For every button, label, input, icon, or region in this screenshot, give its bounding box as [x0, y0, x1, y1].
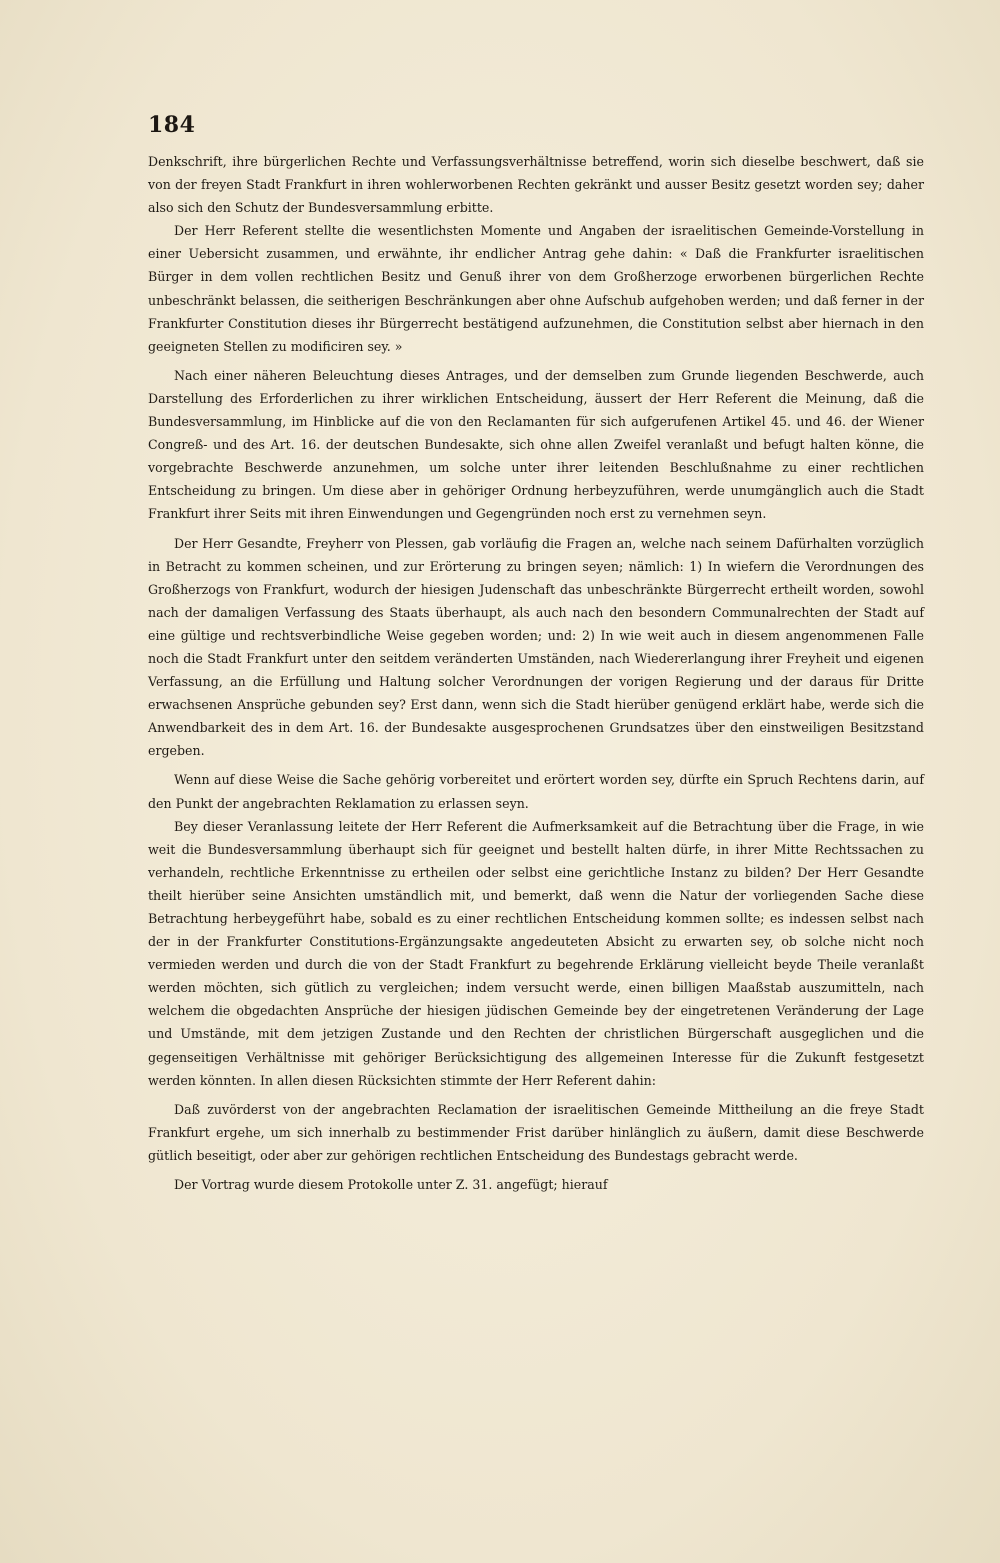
paragraph: Denkschrift, ihre bürgerlichen Rechte und Verfassungsverhältnisse betreffend, worin sich dieselbe beschwert, daß sie von der freyen Stadt Frankfurt in ihren wohlerworbenen Rechten gekränkt und ausser Besitz gesetzt worden sey; daher also sich den Schutz der Bundesversammlung erbitte. — [148, 154, 924, 216]
paragraph: Nach einer näheren Beleuchtung dieses Antrages, und der demselben zum Grunde liegenden Beschwerde, auch Darstellung des Erforderlichen zu ihrer wirklichen Entscheidung, äussert der Herr Referent die Meinung, daß die Bundesversammlung, im Hinblicke auf die von den Reclamanten für sich aufgerufenen Artikel 45. und 46. der Wiener Congreß- und des Art. 16. der deutschen Bundesakte, sich ohne allen Zweifel veranlaßt und befugt halten könne, die vorgebrachte Beschwerde anzunehmen, um solche unter ihrer leitenden Beschlußnahme zu einer rechtlichen Entscheidung zu bringen. Um diese aber in gehöriger Ordnung herbeyzuführen, werde unumgänglich auch die Stadt Frankfurt ihrer Seits mit ihren Einwendungen und Gegengründen noch erst zu vernehmen seyn. — [148, 367, 924, 522]
paragraph: Daß zuvörderst von der angebrachten Reclamation der israelitischen Gemeinde Mittheilung an die freye Stadt Frankfurt ergehe, um sich innerhalb zu bestimmender Frist darüber hinlänglich zu äußern, damit diese Beschwerde gütlich beseitigt, oder aber zur gehörigen rechtlichen Entscheidung des Bundestags gebracht werde. — [148, 1101, 924, 1163]
paragraph: Der Herr Referent stellte die wesentlichsten Momente und Angaben der israelitischen Gemeinde-Vorstellung in einer Uebersicht zusammen, und erwähnte, ihr endlicher Antrag gehe dahin: « Daß die Frankfurter israelitischen Bürger in dem vollen rechtlichen Besitz und Genuß ihrer von dem Großherzoge erworbenen bürgerlichen Rechte unbeschränkt belassen, die seitherigen Beschränkungen aber ohne Aufschub aufgehoben werden; und daß ferner in der Frankfurter Constitution dieses ihr Bürgerrecht bestätigend aufzunehmen, die Constitution selbst aber hiernach in den geeigneten Stellen zu modificiren sey. » — [148, 223, 924, 354]
paragraph: Wenn auf diese Weise die Sache gehörig vorbereitet und erörtert worden sey, dürfte ein Spruch Rechtens darin, auf den Punkt der angebrachten Reklamation zu erlassen seyn. — [148, 772, 924, 811]
paragraph: Der Vortrag wurde diesem Protokolle unter Z. 31. angefügt; hierauf — [174, 1177, 608, 1193]
page-number: 184 — [148, 112, 196, 138]
paragraph: Bey dieser Veranlassung leitete der Herr Referent die Aufmerksamkeit auf die Betrachtung über die Frage, in wie weit die Bundesversammlung überhaupt sich für geeignet und bestellt halten dürfe, in ihrer Mitte Rechtssachen zu verhandeln, rechtliche Erkenntnisse zu ertheilen oder selbst eine gerichtliche Instanz zu bilden? Der Herr Gesandte theilt hierüber seine Ansichten umständlich mit, und bemerkt, daß wenn die Natur der vorliegenden Sache diese Betrachtung herbeygeführt habe, sobald es zu einer rechtlichen Entscheidung kommen sollte; es indessen selbst nach der in der Frankfurter Constitutions-Ergänzungsakte angedeuteten Absicht zu erwarten sey, ob solche nicht noch vermieden werden und durch die von der Stadt Frankfurt zu begehrende Erklärung vielleicht beyde Theile veranlaßt werden möchten, sich gütlich zu vergleichen; indem versucht werde, einen billigen Maaßstab auszumitteln, nach welchem die obgedachten Ansprüche der hiesigen jüdischen Gemeinde bey der eingetretenen Veränderung der Lage und Umstände, mit dem jetzigen Zustande und den Rechten der christlichen Bürgerschaft ausgeglichen und die gegenseitigen Verhältnisse mit gehöriger Berücksichtigung des allgemeinen Interesse für die Zukunft festgesetzt werden könnten. In allen diesen Rücksichten stimmte der Herr Referent dahin: — [148, 818, 924, 1088]
body-text — [148, 150, 924, 1196]
paragraph: Der Herr Gesandte, Freyherr von Plessen, gab vorläufig die Fragen an, welche nach seinem Dafürhalten vorzüglich in Betracht zu kommen scheinen, und zur Erörterung zu bringen seyen; nämlich: 1) In wiefern die Verordnungen des Großherzogs von Frankfurt, wodurch der hiesigen Judenschaft das unbeschränkte Bürgerrecht ertheilt worden, sowohl nach der damaligen Verfassung des Staats überhaupt, als auch nach den besondern Communalrechten der Stadt auf eine gültige und rechtsverbindliche Weise gegeben worden; und: 2) In wie weit auch in diesem angenommenen Falle noch die Stadt Frankfurt unter den seitdem veränderten Umständen, nach Wiedererlangung ihrer Freyheit und eigenen Verfassung, an die Erfüllung und Haltung solcher Verordnungen der vorigen Regierung und der daraus für Dritte erwachsenen Ansprüche gebunden sey? Erst dann, wenn sich die Stadt hierüber genügend erklärt habe, werde sich die Anwendbarkeit des in dem Art. 16. der Bundesakte ausgesprochenen Grundsatzes über den einstweiligen Besitzstand ergeben. — [148, 535, 924, 759]
